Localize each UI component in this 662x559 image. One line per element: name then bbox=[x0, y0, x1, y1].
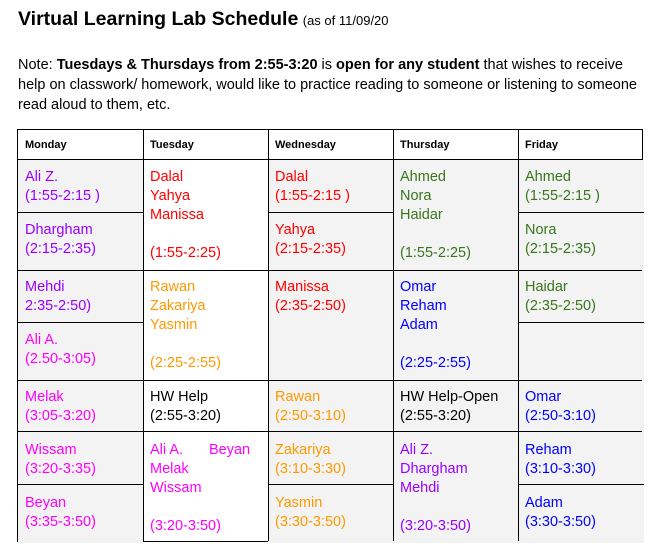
schedule-table bbox=[17, 129, 643, 542]
title-main: Virtual Learning Lab Schedule bbox=[18, 8, 299, 30]
hw-help-open-label: HW Help-Open bbox=[400, 389, 499, 405]
slot-time: (2:55-3:20) bbox=[150, 408, 221, 424]
slot-monday-5 bbox=[25, 388, 96, 426]
slot-thursday-4 bbox=[400, 441, 471, 536]
slot-time: (3:20-3:35) bbox=[25, 461, 96, 477]
student-name: Zakariya bbox=[150, 298, 206, 314]
half-divider-fri-2 bbox=[518, 322, 644, 323]
header-tuesday: Tuesday bbox=[150, 139, 194, 151]
student-name: Manissa bbox=[150, 207, 204, 223]
slot-time: (1:55-2:25) bbox=[150, 245, 221, 261]
slot-time: (1:55-2:15 ) bbox=[525, 188, 600, 204]
row-divider-3 bbox=[18, 431, 642, 432]
slot-monday-3 bbox=[25, 278, 91, 316]
student-name: Dhargham bbox=[25, 222, 93, 238]
title-as-of: (as of 11/09/20 bbox=[302, 13, 389, 28]
student-name: Ali Z. bbox=[400, 442, 434, 458]
slot-wednesday-6 bbox=[275, 494, 346, 532]
slot-time: (3:10-3:30) bbox=[275, 461, 346, 477]
student-name: Ahmed bbox=[525, 169, 571, 185]
student-name: Ali A. bbox=[150, 442, 184, 458]
student-name: Melak bbox=[150, 461, 189, 477]
note-mid: is bbox=[317, 57, 337, 73]
slot-time: (2.50-3:05) bbox=[25, 351, 96, 367]
slot-time: (2:15-2:35) bbox=[275, 241, 346, 257]
note-bold-open: open for any student bbox=[336, 57, 480, 73]
slot-time: (2:35-2:50) bbox=[525, 298, 596, 314]
slot-time: (2:15-2:35) bbox=[25, 241, 96, 257]
slot-friday-5 bbox=[525, 441, 596, 479]
slot-friday-4 bbox=[525, 388, 596, 426]
student-name: Zakariya bbox=[275, 442, 331, 458]
student-name: Melak bbox=[25, 389, 64, 405]
student-name: Yahya bbox=[150, 188, 191, 204]
col-divider-1 bbox=[143, 130, 144, 541]
student-name: Rawan bbox=[150, 279, 196, 295]
slot-tuesday-2 bbox=[150, 278, 221, 373]
student-name: Mehdi bbox=[25, 279, 65, 295]
slot-time: (3:20-3:50) bbox=[400, 518, 471, 534]
header-thursday: Thursday bbox=[400, 139, 450, 151]
student-name: Yahya bbox=[275, 222, 316, 238]
half-divider-wed-3 bbox=[268, 484, 393, 485]
half-divider-wed-1 bbox=[268, 212, 393, 213]
slot-wednesday-5 bbox=[275, 441, 346, 479]
student-name: Omar bbox=[400, 279, 437, 295]
slot-time: (3:05-3:20) bbox=[25, 408, 96, 424]
slot-time: (2:50-3:10) bbox=[525, 408, 596, 424]
half-divider-fri-1 bbox=[518, 212, 644, 213]
slot-time: (2:35-2:50) bbox=[275, 298, 346, 314]
half-divider-monday-2 bbox=[18, 322, 143, 323]
student-name: Wissam bbox=[25, 442, 77, 458]
slot-time: (1:55-2:15 ) bbox=[275, 188, 350, 204]
student-name: Ali A. bbox=[25, 332, 59, 348]
slot-monday-1 bbox=[25, 168, 100, 206]
slot-time: (3:20-3:50) bbox=[150, 518, 221, 534]
slot-thursday-2 bbox=[400, 278, 471, 373]
row-divider-1 bbox=[18, 270, 642, 271]
student-name: Dalal bbox=[150, 169, 184, 185]
slot-time: 2:35-2:50) bbox=[25, 298, 92, 314]
slot-tuesday-3 bbox=[150, 388, 221, 426]
half-divider-monday-3 bbox=[18, 484, 143, 485]
row-divider-2 bbox=[18, 380, 642, 381]
header-divider bbox=[18, 159, 642, 160]
student-name: Ali Z. bbox=[25, 169, 59, 185]
note-paragraph bbox=[18, 55, 643, 115]
note-suffix: that wishes to receive help on classwork/ homework, would like to practice reading to someone or listening to someone read aloud to them, etc. bbox=[18, 57, 637, 113]
shade-friday bbox=[518, 160, 644, 543]
student-name: Wissam bbox=[150, 480, 202, 496]
slot-time: (3:30-3:50) bbox=[275, 514, 346, 530]
header-friday: Friday bbox=[525, 139, 559, 151]
student-name: Nora bbox=[525, 222, 557, 238]
slot-time: (2:15-2:35) bbox=[525, 241, 596, 257]
student-name: Rawan bbox=[275, 389, 321, 405]
student-name: Reham bbox=[400, 298, 447, 314]
note-prefix: Note: bbox=[18, 57, 57, 73]
student-name: Adam bbox=[400, 317, 438, 333]
half-divider-fri-3 bbox=[518, 484, 644, 485]
student-name: Ahmed bbox=[400, 169, 446, 185]
slot-wednesday-3 bbox=[275, 278, 346, 316]
student-name: Haidar bbox=[400, 207, 443, 223]
student-name: Dalal bbox=[275, 169, 309, 185]
note-bold-days: Tuesdays & Thursdays from 2:55-3:20 bbox=[56, 57, 318, 73]
slot-monday-2 bbox=[25, 221, 96, 259]
col-divider-3 bbox=[393, 130, 394, 541]
slot-time: (3:10-3:30) bbox=[525, 461, 596, 477]
slot-time: (2:25-2:55) bbox=[400, 355, 471, 371]
student-name: Mehdi bbox=[400, 480, 440, 496]
slot-time: (2:55-3:20) bbox=[400, 408, 471, 424]
slot-time: (2:50-3:10) bbox=[275, 408, 346, 424]
student-name: Beyan bbox=[25, 495, 67, 511]
slot-thursday-3 bbox=[400, 388, 498, 426]
slot-time: (1:55-2:25) bbox=[400, 245, 471, 261]
hw-help-label: HW Help bbox=[150, 389, 209, 405]
slot-monday-6 bbox=[25, 441, 96, 479]
slot-time: (3:30-3:50) bbox=[525, 514, 596, 530]
col-divider-2 bbox=[268, 130, 269, 541]
student-name: Nora bbox=[400, 188, 432, 204]
slot-friday-6 bbox=[525, 494, 596, 532]
slot-wednesday-1 bbox=[275, 168, 350, 206]
student-name: Manissa bbox=[275, 279, 329, 295]
slot-friday-2 bbox=[525, 221, 596, 259]
student-name: Reham bbox=[525, 442, 572, 458]
header-wednesday: Wednesday bbox=[275, 139, 336, 151]
slot-friday-3 bbox=[525, 278, 596, 316]
slot-tuesday-4-extra: Beyan bbox=[209, 442, 251, 458]
slot-time: (2:25-2:55) bbox=[150, 355, 221, 371]
col-divider-4 bbox=[518, 130, 519, 541]
student-name: Dhargham bbox=[400, 461, 468, 477]
shade-wednesday bbox=[268, 160, 393, 543]
slot-time: (3:35-3:50) bbox=[25, 514, 96, 530]
half-divider-monday-1 bbox=[18, 212, 143, 213]
page-title bbox=[18, 8, 389, 31]
slot-monday-4 bbox=[25, 331, 96, 369]
student-name: Yasmin bbox=[275, 495, 323, 511]
slot-monday-7 bbox=[25, 494, 96, 532]
slot-time: (1:55-2:15 ) bbox=[25, 188, 100, 204]
student-name: Yasmin bbox=[150, 317, 198, 333]
header-monday: Monday bbox=[25, 139, 67, 151]
slot-wednesday-2 bbox=[275, 221, 346, 259]
student-name: Adam bbox=[525, 495, 563, 511]
student-name: Haidar bbox=[525, 279, 568, 295]
slot-thursday-1 bbox=[400, 168, 471, 263]
slot-friday-1 bbox=[525, 168, 600, 206]
student-name: Omar bbox=[525, 389, 562, 405]
slot-tuesday-1 bbox=[150, 168, 221, 263]
slot-wednesday-4 bbox=[275, 388, 346, 426]
